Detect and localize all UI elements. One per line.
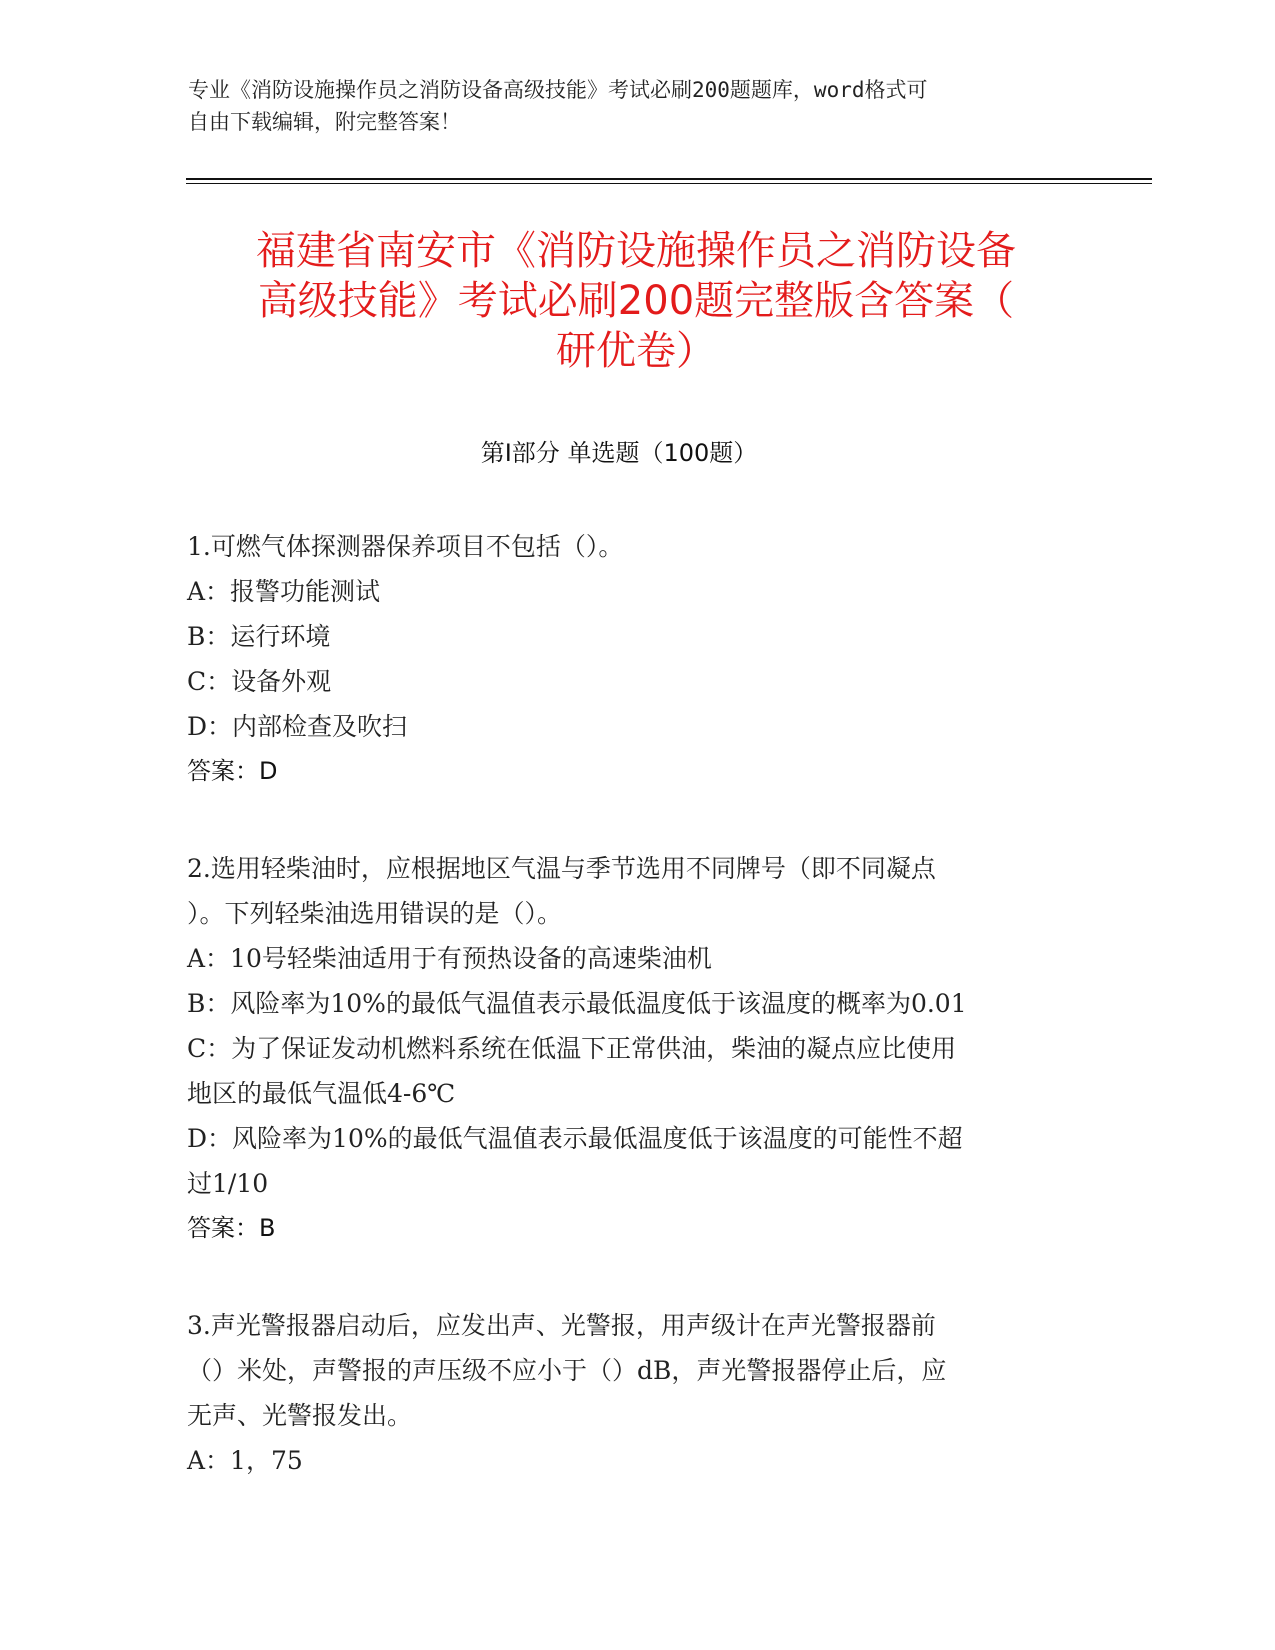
question-option-line: A：1，75 bbox=[187, 1446, 303, 1475]
question-block bbox=[187, 524, 1067, 794]
header-note-line: 自由下载编辑，附完整答案！ bbox=[188, 110, 461, 134]
question-option-line: B：运行环境 bbox=[187, 622, 331, 651]
question-option-line: A：10号轻柴油适用于有预热设备的高速柴油机 bbox=[187, 944, 712, 973]
question-stem-line: 无声、光警报发出。 bbox=[187, 1401, 413, 1430]
question-list bbox=[187, 524, 1067, 1535]
question-stem-line: 3.声光警报器启动后，应发出声、光警报，用声级计在声光警报器前 bbox=[187, 1311, 936, 1340]
question-option-line: C：设备外观 bbox=[187, 667, 332, 696]
question-option-line: 地区的最低气温低4-6℃ bbox=[187, 1079, 456, 1108]
document-title bbox=[186, 226, 1086, 376]
question-stem-line: （）米处，声警报的声压级不应小于（）dB，声光警报器停止后，应 bbox=[187, 1356, 947, 1385]
question-stem-line: 2.选用轻柴油时，应根据地区气温与季节选用不同牌号（即不同凝点 bbox=[187, 854, 936, 883]
question-option-line: 过1/10 bbox=[187, 1169, 269, 1198]
title-line: 研优卷） bbox=[556, 328, 716, 374]
header-note bbox=[188, 74, 1068, 138]
title-line: 高级技能》考试必刷200题完整版含答案（ bbox=[257, 278, 1015, 324]
header-rule-thin bbox=[186, 183, 1152, 184]
question-option-line: D：内部检查及吹扫 bbox=[187, 712, 408, 741]
question-block bbox=[187, 846, 1067, 1251]
question-stem-line: 1.可燃气体探测器保养项目不包括（）。 bbox=[187, 532, 624, 561]
question-answer: 答案：D bbox=[187, 757, 278, 785]
question-answer: 答案：B bbox=[187, 1214, 276, 1242]
question-option-line: A：报警功能测试 bbox=[187, 577, 381, 606]
section-title: 第I部分 单选题（100题） bbox=[480, 439, 758, 467]
question-option-line: B：风险率为10%的最低气温值表示最低温度低于该温度的概率为0.01 bbox=[187, 989, 967, 1018]
header-rule-thick bbox=[186, 178, 1152, 180]
question-option-line: D：风险率为10%的最低气温值表示最低温度低于该温度的可能性不超 bbox=[187, 1124, 963, 1153]
title-line: 福建省南安市《消防设施操作员之消防设备 bbox=[256, 228, 1016, 274]
header-note-line: 专业《消防设施操作员之消防设备高级技能》考试必刷200题题库，word格式可 bbox=[188, 78, 928, 102]
question-option-line: C：为了保证发动机燃料系统在低温下正常供油，柴油的凝点应比使用 bbox=[187, 1034, 957, 1063]
question-block bbox=[187, 1303, 1067, 1483]
question-stem-line: ）。下列轻柴油选用错误的是（）。 bbox=[187, 899, 563, 928]
